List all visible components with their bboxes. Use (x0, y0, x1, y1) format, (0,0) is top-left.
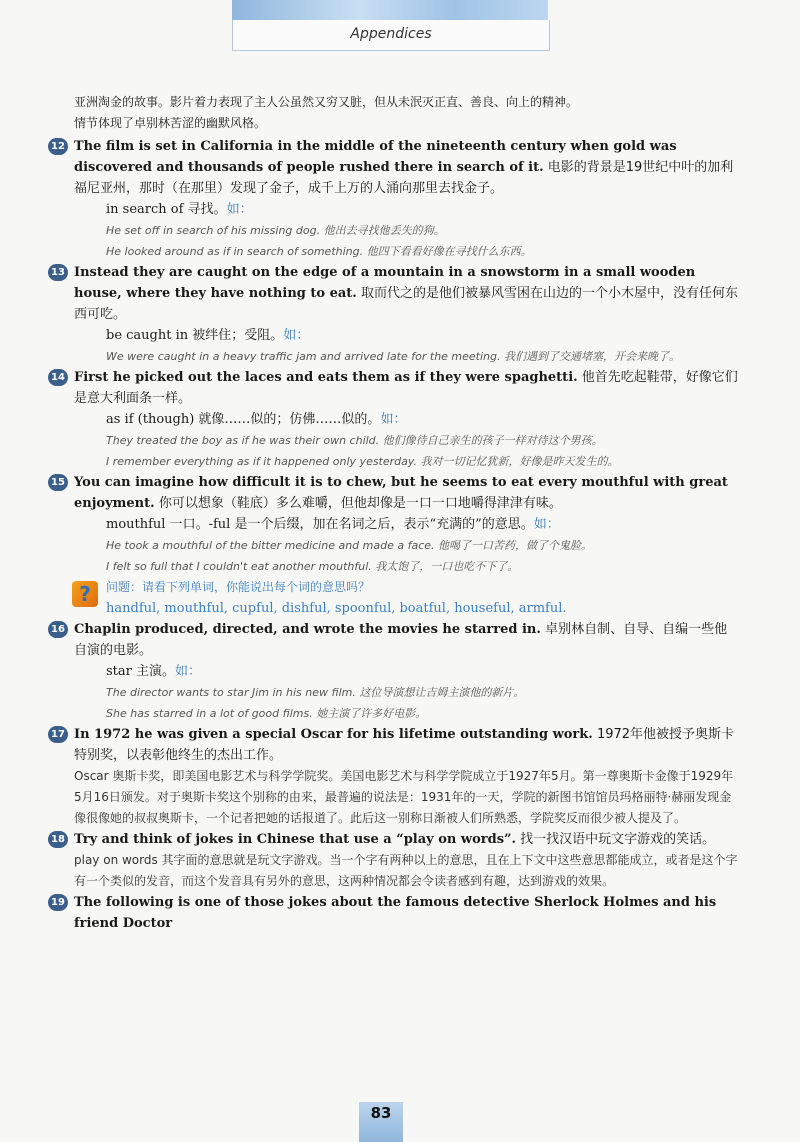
section-title: Appendices (232, 20, 550, 51)
page-number: 83 (370, 1104, 392, 1122)
note-entry-19 (48, 892, 738, 934)
phrase-line (48, 199, 738, 220)
entry-english: Chaplin produced, directed, and wrote the movies he starred in. (74, 622, 541, 637)
entry-number-badge: 12 (48, 138, 68, 155)
word-list: handful, mouthful, cupful, dishful, spoonful, boatful, houseful, armful. (106, 601, 567, 616)
entry-number-badge: 17 (48, 726, 68, 743)
question-text: 问题：请看下列单词，你能说出每个词的意思吗？ (106, 580, 371, 594)
entry-chinese: 1972年他被授予奥斯卡特别奖，以表彰他终生的杰出工作。 (74, 727, 735, 763)
phrase-line (48, 514, 738, 535)
explanation-paragraph: Oscar 奥斯卡奖，即美国电影艺术与科学学院奖。美国电影艺术与科学学院成立于1927年5月。第一尊奥斯卡金像于1929年5月16日颁发。对于奥斯卡奖这个别称的由来，最普遍的说法是：1931年的一天，学院的新图书馆馆员玛格丽特·赫丽发现金像很像她的叔叔奥斯卡，一个记者把她的话报道了。此后这一别称日渐被人们所熟悉，学院奖反而很少被人提及了。 (74, 769, 734, 825)
example-sentence: I felt so full that I couldn't eat another mouthful. 我太饱了，一口也吃不下了。 (106, 560, 519, 573)
example-marker: 如： (283, 328, 310, 343)
entry-english: You can imagine how difficult it is to chew, but he seems to eat every mouthful with great enjoyment. (74, 475, 728, 511)
entry-english: First he picked out the laces and eats them as if they were spaghetti. (74, 370, 578, 385)
entry-number-badge: 18 (48, 831, 68, 848)
phrase: in search of 寻找。 (106, 202, 227, 217)
question-mark-icon: ? (72, 581, 98, 607)
phrase: be caught in 被绊住；受阻。 (106, 328, 284, 343)
entry-number-badge: 13 (48, 264, 68, 281)
phrase-line (48, 409, 738, 430)
entry-english: Instead they are caught on the edge of a mountain in a snowstorm in a small wooden house, where they have nothing to eat. (74, 265, 696, 301)
example-marker: 如： (175, 664, 202, 679)
entry-english: The following is one of those jokes about the famous detective Sherlock Holmes and his friend Doctor (74, 895, 717, 931)
entry-number-badge: 19 (48, 894, 68, 911)
example-sentence: I remember everything as if it happened only yesterday. 我对一切记忆犹新，好像是昨天发生的。 (106, 455, 619, 468)
phrase: as if (though) 就像……似的；仿佛……似的。 (106, 412, 381, 427)
entry-number-badge: 16 (48, 621, 68, 638)
intro-line: 亚洲淘金的故事。影片着力表现了主人公虽然又穷又脏，但从未泯灭正直、善良、向上的精神。 (74, 95, 579, 109)
phrase-line (48, 325, 738, 346)
note-entry-13 (48, 262, 738, 325)
note-entry-16 (48, 619, 738, 661)
example-sentence: He set off in search of his missing dog. 他出去寻找他丢失的狗。 (106, 224, 445, 237)
phrase: star 主演。 (106, 664, 175, 679)
note-entry-15 (48, 472, 738, 514)
intro-line: 情节体现了卓别林苦涩的幽默风格。 (74, 116, 267, 130)
entry-english: Try and think of jokes in Chinese that use a “play on words”. (74, 832, 517, 847)
entry-chinese: 取而代之的是他们被暴风雪困在山边的一个小木屋中，没有任何东西可吃。 (74, 286, 738, 322)
note-entry-17 (48, 724, 738, 766)
entry-english: In 1972 he was given a special Oscar for his lifetime outstanding work. (74, 727, 593, 742)
example-sentence: He took a mouthful of the bitter medicine and made a face. 他喝了一口苦药，做了个鬼脸。 (106, 539, 593, 552)
entry-number-badge: 15 (48, 474, 68, 491)
entry-chinese: 他首先吃起鞋带，好像它们是意大利面条一样。 (74, 370, 738, 406)
explanation-paragraph: play on words 其字面的意思就是玩文字游戏。当一个字有两种以上的意思，且在上下文中这些意思都能成立，或者是这个字有一个类似的发音，而这个发音具有另外的意思，这两种情况都会令读者感到有趣，达到游戏的效果。 (74, 853, 738, 888)
example-sentence: We were caught in a heavy traffic jam and arrived late for the meeting. 我们遇到了交通堵塞，开会来晚了。 (106, 350, 680, 363)
note-entry-18 (48, 829, 738, 850)
example-sentence: He looked around as if in search of something. 他四下看看好像在寻找什么东西。 (106, 245, 532, 258)
header-decoration (232, 0, 548, 20)
entry-number-badge: 14 (48, 369, 68, 386)
entry-chinese: 电影的背景是19世纪中叶的加利福尼亚州，那时（在那里）发现了金子，成千上万的人涌向那里去找金子。 (74, 160, 734, 196)
entry-english: The film is set in California in the middle of the nineteenth century when gold was discovered and thousands of people rushed there in search of it. (74, 139, 677, 175)
entry-chinese: 找一找汉语中玩文字游戏的笑话。 (520, 832, 716, 847)
example-marker: 如： (226, 202, 253, 217)
page-content (48, 92, 738, 934)
example-marker: 如： (380, 412, 407, 427)
entry-chinese: 卓别林自制、自导、自编一些他自演的电影。 (74, 622, 728, 658)
example-marker: 如： (533, 517, 560, 532)
note-entry-14 (48, 367, 738, 409)
phrase: mouthful 一口。-ful 是一个后缀，加在名词之后，表示“充满的”的意思。 (106, 517, 534, 532)
example-sentence: They treated the boy as if he was their own child. 他们像待自己亲生的孩子一样对待这个男孩。 (106, 434, 603, 447)
question-box (48, 577, 738, 619)
phrase-line (48, 661, 738, 682)
entry-chinese: 你可以想象（鞋底）多么难嚼，但他却像是一口一口地嚼得津津有味。 (158, 496, 562, 511)
example-sentence: The director wants to star Jim in his new film. 这位导演想让吉姆主演他的新片。 (106, 686, 525, 699)
note-entry-12 (48, 136, 738, 199)
example-sentence: She has starred in a lot of good films. 她主演了许多好电影。 (106, 707, 427, 720)
